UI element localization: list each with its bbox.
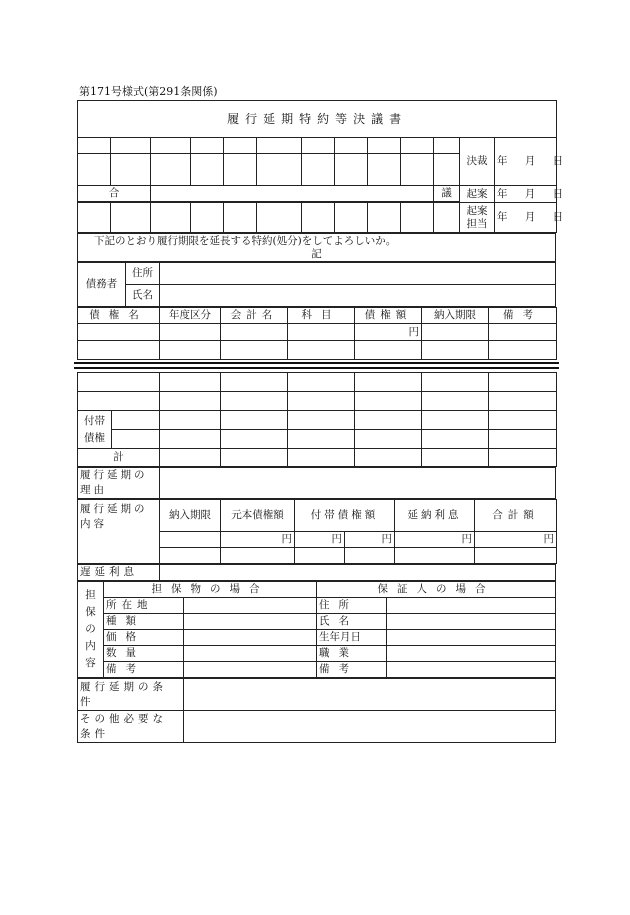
extension-conditions-input[interactable] xyxy=(184,679,556,711)
guarantor-address-label: 住所 xyxy=(317,598,387,614)
ext-cell[interactable] xyxy=(221,548,295,564)
claim-cell[interactable] xyxy=(221,411,288,430)
claim-cell[interactable] xyxy=(489,392,557,411)
ext-cell[interactable] xyxy=(295,548,345,564)
total-label: 計 xyxy=(78,449,160,467)
header-remarks: 備考 xyxy=(489,308,557,324)
seal-cell[interactable] xyxy=(224,138,257,154)
seal-cell[interactable] xyxy=(335,138,368,154)
accessory-claim-label: 付帯債権 xyxy=(78,411,112,449)
seal-cell[interactable] xyxy=(191,154,224,186)
approval-date-decision[interactable]: 年 月 日 xyxy=(495,138,557,186)
seal-cell[interactable] xyxy=(302,138,335,154)
claim-cell[interactable] xyxy=(288,341,355,360)
seal-cell[interactable] xyxy=(257,154,302,186)
claim-cell[interactable] xyxy=(489,411,557,430)
ext-accessory-cell-a[interactable]: 円 xyxy=(295,532,345,548)
guarantor-header: 保証人の場合 xyxy=(317,582,556,598)
header-fiscal-year: 年度区分 xyxy=(160,308,221,324)
ext-cell[interactable] xyxy=(395,548,475,564)
claim-cell[interactable] xyxy=(160,324,221,341)
ki-label: 記 xyxy=(78,248,556,262)
seal-cell[interactable] xyxy=(335,203,368,233)
ext-header-principal: 元本債権額 xyxy=(221,500,295,532)
collateral-price-input[interactable] xyxy=(184,630,317,646)
claim-cell[interactable] xyxy=(221,341,288,360)
seal-cell[interactable] xyxy=(78,203,111,233)
claim-cell[interactable] xyxy=(489,324,557,341)
guarantor-remarks-input[interactable] xyxy=(387,662,556,678)
ext-header-total: 合計額 xyxy=(475,500,557,532)
claim-cell[interactable] xyxy=(288,430,355,449)
seal-cell[interactable] xyxy=(191,138,224,154)
council-right-label: 議 xyxy=(434,186,460,202)
seal-cell[interactable] xyxy=(335,154,368,186)
claim-cell[interactable] xyxy=(422,324,489,341)
claim-cell[interactable] xyxy=(422,341,489,360)
seal-cell[interactable] xyxy=(401,154,434,186)
total-cell[interactable] xyxy=(422,449,489,467)
other-conditions-label: その他必要な条件 xyxy=(78,711,184,743)
header-due-date: 納入期限 xyxy=(422,308,489,324)
form-reference: 第171号様式(第291条関係) xyxy=(79,85,218,98)
header-table xyxy=(77,100,571,233)
seal-cell[interactable] xyxy=(434,203,460,233)
claim-cell[interactable] xyxy=(288,411,355,430)
approval-date-draft[interactable]: 年 月 日 xyxy=(495,186,557,203)
collateral-quantity-input[interactable] xyxy=(184,646,317,662)
claim-cell[interactable] xyxy=(160,373,221,392)
debtor-name-input[interactable] xyxy=(160,285,556,307)
debtor-address-input[interactable] xyxy=(160,263,556,285)
claim-cell[interactable] xyxy=(355,341,422,360)
claim-cell[interactable] xyxy=(288,373,355,392)
claim-cell[interactable] xyxy=(78,373,160,392)
claim-cell[interactable] xyxy=(489,430,557,449)
collateral-header: 担保物の場合 xyxy=(104,582,317,598)
statement-table xyxy=(77,233,556,262)
collateral-remarks-input[interactable] xyxy=(184,662,317,678)
header-account-name: 会計名 xyxy=(221,308,288,324)
ext-principal-cell[interactable]: 円 xyxy=(221,532,295,548)
seal-cell[interactable] xyxy=(111,154,151,186)
seal-cell[interactable] xyxy=(151,203,191,233)
seal-cell[interactable] xyxy=(434,154,460,186)
claim-cell[interactable] xyxy=(78,324,160,341)
claim-cell[interactable] xyxy=(422,411,489,430)
omission-separator xyxy=(77,360,556,372)
seal-cell[interactable] xyxy=(111,138,151,154)
claim-cell[interactable] xyxy=(112,411,160,430)
collateral-location-input[interactable] xyxy=(184,598,317,614)
form-title: 履行延期特約等決議書 xyxy=(78,101,557,138)
claim-cell[interactable] xyxy=(355,373,422,392)
claim-cell[interactable] xyxy=(221,324,288,341)
guarantor-name-label: 氏名 xyxy=(317,614,387,630)
debtor-address-label: 住所 xyxy=(126,263,160,285)
collateral-quantity-label: 数量 xyxy=(104,646,184,662)
total-cell[interactable] xyxy=(288,449,355,467)
guarantor-name-input[interactable] xyxy=(387,614,556,630)
claim-cell[interactable] xyxy=(355,430,422,449)
collateral-remarks-label: 備考 xyxy=(104,662,184,678)
statement-text: 下記のとおり履行期限を延長する特約(処分)をしてよろしいか。 xyxy=(78,234,556,249)
claim-cell[interactable] xyxy=(221,392,288,411)
claim-table-lower xyxy=(77,372,557,467)
extension-detail-table xyxy=(77,499,557,564)
seal-cell[interactable] xyxy=(78,154,111,186)
seal-cell[interactable] xyxy=(434,138,460,154)
ext-total-cell[interactable]: 円 xyxy=(475,532,557,548)
guarantor-address-input[interactable] xyxy=(387,598,556,614)
collateral-type-label: 種類 xyxy=(104,614,184,630)
approval-date-drafter[interactable]: 年 月 日 xyxy=(495,203,557,233)
seal-cell[interactable] xyxy=(111,203,151,233)
late-interest-label: 遅延利息 xyxy=(78,565,160,581)
seal-cell[interactable] xyxy=(257,138,302,154)
seal-cell[interactable] xyxy=(151,154,191,186)
claim-cell[interactable] xyxy=(288,392,355,411)
ext-cell[interactable] xyxy=(345,548,395,564)
debtor-table xyxy=(77,262,556,307)
claim-cell[interactable] xyxy=(78,392,160,411)
collateral-type-input[interactable] xyxy=(184,614,317,630)
seal-cell[interactable] xyxy=(191,203,224,233)
ext-cell[interactable] xyxy=(160,548,221,564)
claim-cell[interactable] xyxy=(221,373,288,392)
claim-cell[interactable] xyxy=(489,341,557,360)
claim-cell[interactable] xyxy=(160,392,221,411)
guarantor-birthdate-label: 生年月日 xyxy=(317,630,387,646)
extension-detail-label: 履行延期の内容 xyxy=(78,500,160,564)
seal-cell[interactable] xyxy=(368,138,401,154)
extension-conditions-label: 履行延期の条件 xyxy=(78,679,184,711)
claim-cell[interactable] xyxy=(160,430,221,449)
late-interest-input[interactable] xyxy=(160,565,556,581)
claim-cell[interactable] xyxy=(489,373,557,392)
claim-cell[interactable] xyxy=(288,324,355,341)
claim-amount-cell[interactable]: 円 xyxy=(355,324,422,341)
collateral-location-label: 所在地 xyxy=(104,598,184,614)
seal-cell[interactable] xyxy=(257,203,302,233)
ext-header-deferred-interest: 延納利息 xyxy=(395,500,475,532)
extension-reason-label: 履行延期の理由 xyxy=(78,468,160,499)
conditions-table xyxy=(77,678,556,743)
total-cell[interactable] xyxy=(160,449,221,467)
collateral-price-label: 価格 xyxy=(104,630,184,646)
approval-label-drafter: 起案担当 xyxy=(460,203,495,233)
claim-table-upper xyxy=(77,307,557,360)
council-left-label: 合 xyxy=(78,186,151,202)
resolution-form xyxy=(77,100,571,743)
claim-cell[interactable] xyxy=(355,411,422,430)
seal-cell[interactable] xyxy=(224,203,257,233)
seal-cell[interactable] xyxy=(368,154,401,186)
ext-cell[interactable] xyxy=(475,548,557,564)
seal-cell[interactable] xyxy=(224,154,257,186)
total-cell[interactable] xyxy=(221,449,288,467)
total-cell[interactable] xyxy=(355,449,422,467)
seal-cell[interactable] xyxy=(401,138,434,154)
claim-cell[interactable] xyxy=(160,411,221,430)
seal-cell[interactable] xyxy=(401,203,434,233)
ext-accessory-cell-b[interactable]: 円 xyxy=(345,532,395,548)
debtor-label: 債務者 xyxy=(78,263,126,307)
ext-interest-cell[interactable]: 円 xyxy=(395,532,475,548)
header-claim-name: 債権名 xyxy=(78,308,160,324)
other-conditions-input[interactable] xyxy=(184,711,556,743)
total-cell[interactable] xyxy=(489,449,557,467)
ext-cell[interactable] xyxy=(160,532,221,548)
header-claim-amount: 債権額 xyxy=(355,308,422,324)
header-item: 科目 xyxy=(288,308,355,324)
debtor-name-label: 氏名 xyxy=(126,285,160,307)
guarantor-remarks-label: 備考 xyxy=(317,662,387,678)
ext-header-accessory: 付帯債権額 xyxy=(295,500,395,532)
claim-cell[interactable] xyxy=(160,341,221,360)
claim-cell[interactable] xyxy=(221,430,288,449)
extension-reason-table xyxy=(77,467,556,499)
guarantor-occupation-input[interactable] xyxy=(387,646,556,662)
guarantor-birthdate-input[interactable] xyxy=(387,630,556,646)
claim-cell[interactable] xyxy=(112,430,160,449)
seal-cell[interactable] xyxy=(151,138,191,154)
approval-label-decision: 決裁 xyxy=(460,138,495,186)
seal-cell[interactable] xyxy=(302,203,335,233)
claim-cell[interactable] xyxy=(78,341,160,360)
claim-cell[interactable] xyxy=(422,430,489,449)
seal-cell[interactable] xyxy=(78,138,111,154)
late-interest-table xyxy=(77,564,556,581)
extension-reason-input[interactable] xyxy=(160,468,556,499)
seal-cell[interactable] xyxy=(368,203,401,233)
claim-cell[interactable] xyxy=(422,373,489,392)
claim-cell[interactable] xyxy=(422,392,489,411)
ext-header-due-date: 納入期限 xyxy=(160,500,221,532)
claim-cell[interactable] xyxy=(355,392,422,411)
seal-cell[interactable] xyxy=(302,154,335,186)
security-label: 担保の内容 xyxy=(78,582,104,678)
approval-label-draft: 起案 xyxy=(460,186,495,203)
guarantor-occupation-label: 職業 xyxy=(317,646,387,662)
security-table xyxy=(77,581,556,678)
